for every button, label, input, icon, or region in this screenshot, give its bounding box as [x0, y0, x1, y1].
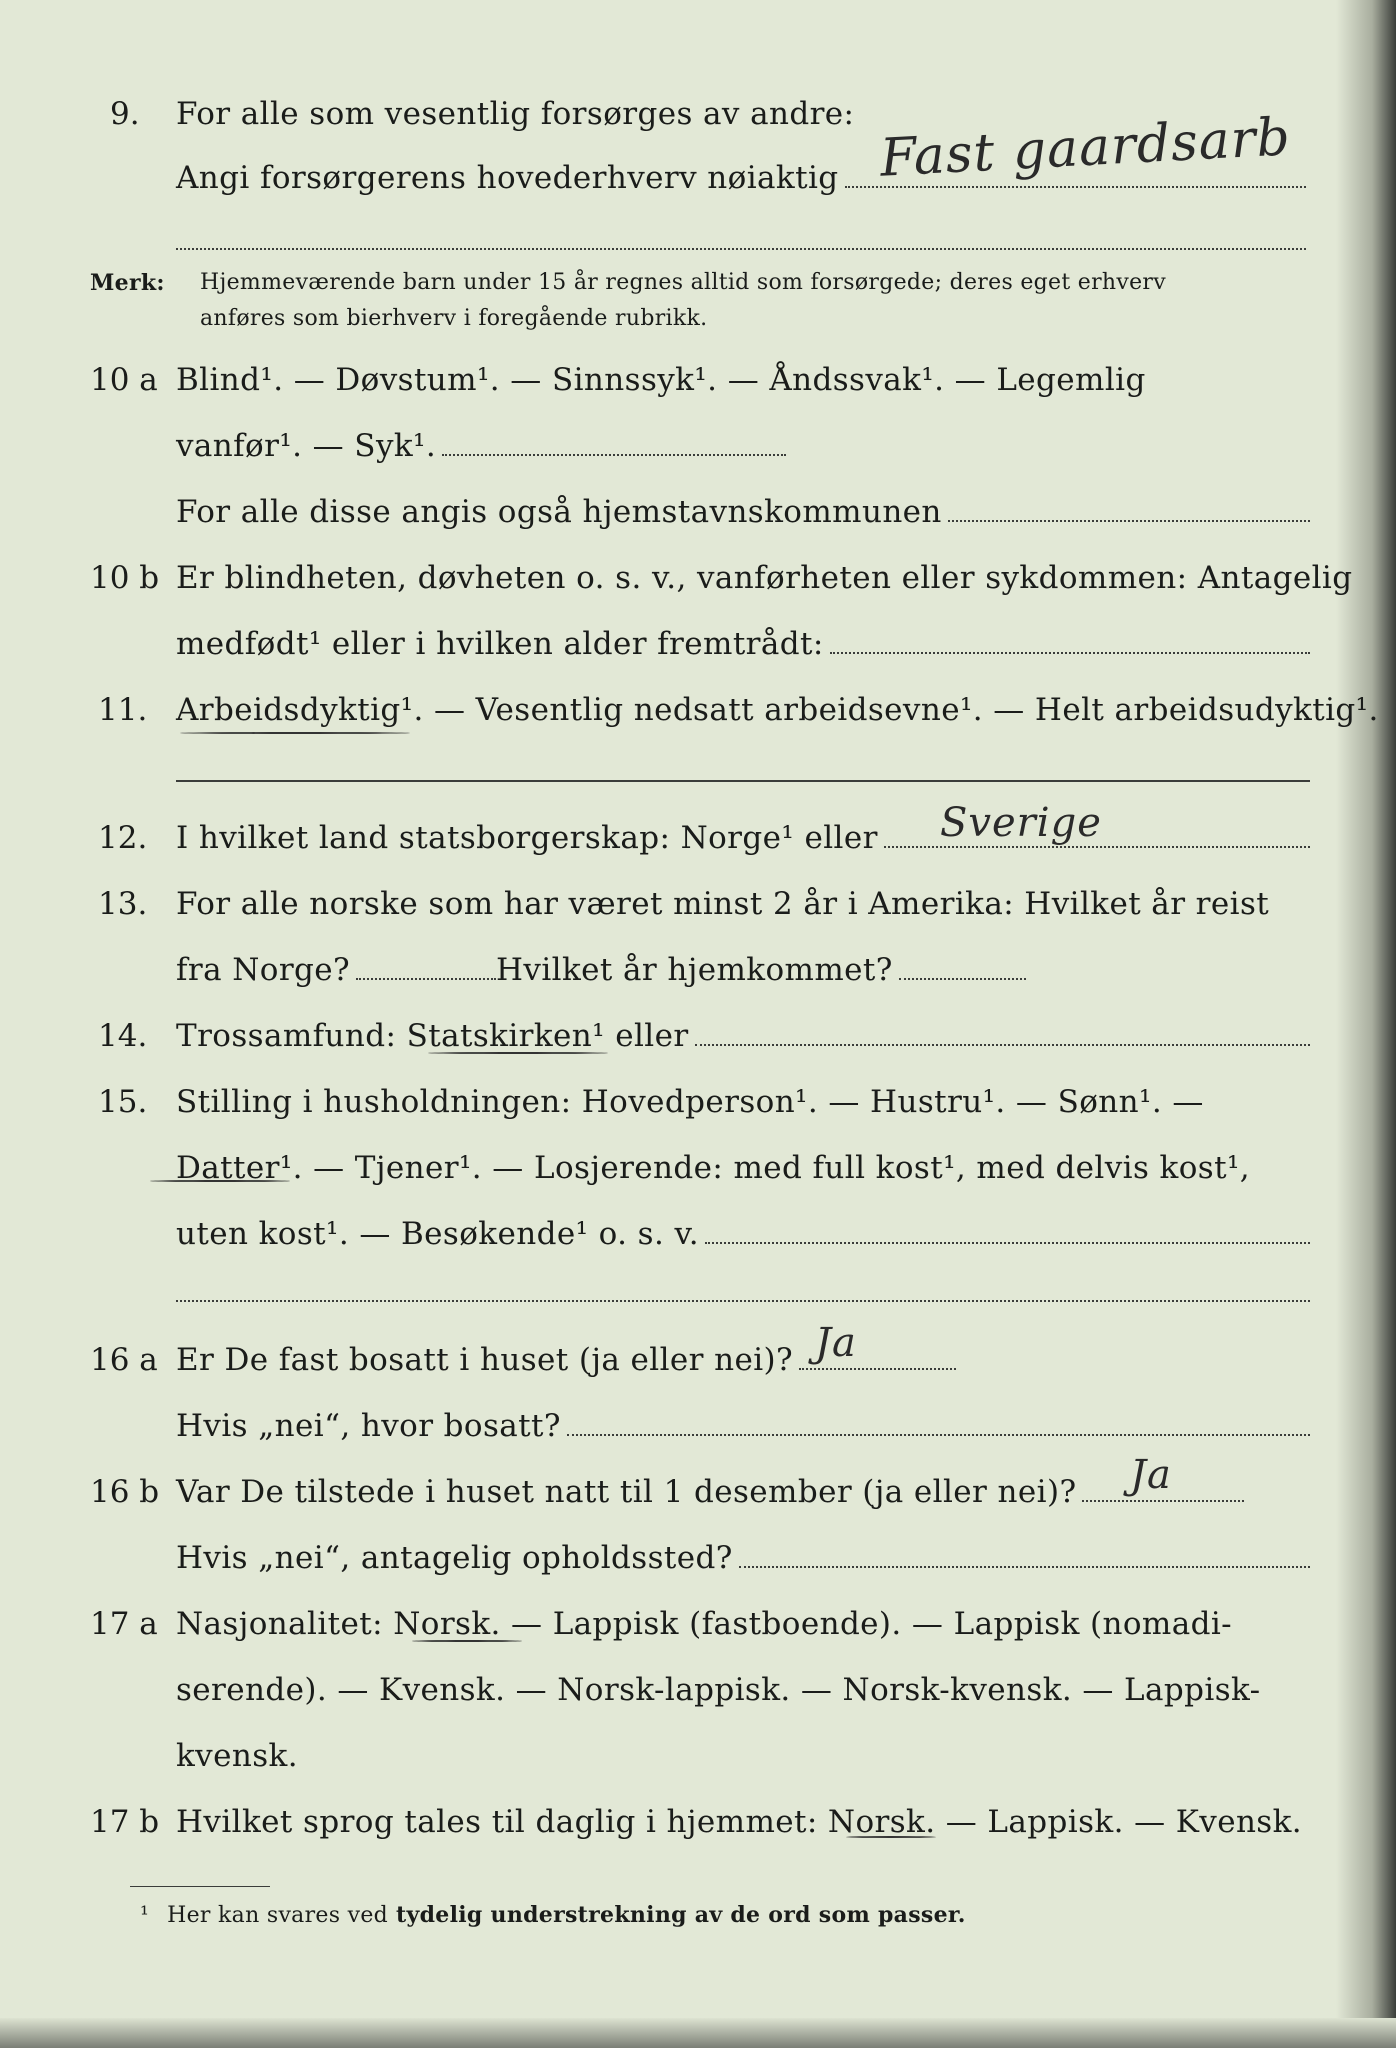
- q9-number: 9.: [110, 96, 140, 132]
- q13-line2b: Hvilket år hjemkommet?: [496, 952, 893, 988]
- q12-answer-line: [884, 846, 1310, 848]
- q16a-answer-line: [799, 1368, 956, 1370]
- footnote-mark: ¹: [140, 1903, 150, 1928]
- q10a-line2: vanfør¹. — Syk¹.: [176, 428, 437, 464]
- q17a-number: 17 a: [90, 1606, 158, 1642]
- footnote: [140, 1902, 966, 1928]
- q16a-line1: Er De fast bosatt i huset (ja eller nei)?: [176, 1342, 794, 1378]
- q16a-line2: Hvis „nei“, hvor bosatt?: [176, 1408, 561, 1444]
- q16b-line1: Var De tilstede i huset natt til 1 desember (ja eller nei)?: [176, 1474, 1077, 1510]
- q15-line2: Datter¹. — Tjener¹. — Losjerende: med full kost¹, med delvis kost¹,: [176, 1150, 1251, 1186]
- q17b-line1: Hvilket sprog tales til daglig i hjemmet: Norsk. — Lappisk. — Kvensk.: [176, 1804, 1303, 1840]
- page-bottom-edge: [0, 2018, 1396, 2048]
- q17a-line1: Nasjonalitet: Norsk. — Lappisk (fastboende). — Lappisk (nomadi-: [176, 1606, 1233, 1642]
- q15-line1: Stilling i husholdningen: Hovedperson¹. — Hustru¹. — Sønn¹. —: [176, 1084, 1204, 1120]
- footnote-rule: [130, 1886, 270, 1887]
- merk-label: Merk:: [90, 270, 165, 296]
- q14-answer-line: [695, 1044, 1310, 1046]
- page-edge-shadow: [1336, 0, 1396, 2048]
- q10a-line3-row: [176, 494, 1310, 530]
- q15-number: 15.: [98, 1084, 148, 1120]
- q15-extra-line: [176, 1300, 1310, 1302]
- q13-line2a: fra Norge?: [176, 952, 351, 988]
- q15-line3: uten kost¹. — Besøkende¹ o. s. v.: [176, 1216, 699, 1252]
- footnote-text: Her kan svares ved: [167, 1903, 389, 1928]
- merk-line2: anføres som bierhverv i foregående rubrikk.: [200, 306, 708, 331]
- q10a-number: 10 a: [90, 362, 158, 398]
- q13-line1: For alle norske som har været minst 2 år i Amerika: Hvilket år reist: [176, 886, 1270, 922]
- q9-line2: Angi forsørgerens hovederhverv nøiaktig: [176, 160, 839, 196]
- q14-underline-mark: [428, 1052, 608, 1054]
- q16b-line1-row: [176, 1474, 1244, 1510]
- q16b-opholdssted-line: [739, 1566, 1310, 1568]
- q10a-line2-row: [176, 428, 786, 464]
- q9-handwritten-answer: Fast gaardsarb: [878, 107, 1293, 189]
- q16a-bosatt-line: [567, 1434, 1310, 1436]
- q12-line1: I hvilket land statsborgerskap: Norge¹ eller: [176, 820, 878, 856]
- q17a-line2: serende). — Kvensk. — Norsk-lappisk. — Norsk-kvensk. — Lappisk-: [176, 1672, 1261, 1708]
- q14-line1-row: [176, 1018, 1310, 1054]
- q16b-handwritten-answer: Ja: [1130, 1452, 1172, 1498]
- q17b-number: 17 b: [90, 1804, 160, 1840]
- q10b-line2: medfødt¹ eller i hvilken alder fremtrådt:: [176, 626, 824, 662]
- q17a-underline-mark: [412, 1640, 522, 1642]
- q16b-number: 16 b: [90, 1474, 160, 1510]
- q15-underline-mark: [150, 1180, 290, 1182]
- q12-number: 12.: [98, 820, 148, 856]
- q13-hjemkommet-line: [899, 978, 1026, 980]
- q10a-syk-line: [442, 454, 786, 456]
- q10a-line3: For alle disse angis også hjemstavnskommunen: [176, 494, 942, 530]
- q11-answer-line: [176, 780, 1310, 782]
- q17a-line3: kvensk.: [176, 1738, 298, 1774]
- q16b-line2: Hvis „nei“, antagelig opholdssted?: [176, 1540, 733, 1576]
- q12-line1-row: [176, 820, 1310, 856]
- q11-underline-mark: [180, 732, 410, 734]
- q10b-alder-line: [830, 652, 1310, 654]
- q12-handwritten-answer: Sverige: [940, 800, 1102, 846]
- q10a-kommune-line: [948, 520, 1310, 522]
- q16b-line2-row: [176, 1540, 1310, 1576]
- q14-line1: Trossamfund: Statskirken¹ eller: [176, 1018, 689, 1054]
- q13-reist-line: [356, 978, 496, 980]
- footnote-text-bold: tydelig understrekning av de ord som passer.: [396, 1902, 966, 1928]
- q11-line1: Arbeidsdyktig¹. — Vesentlig nedsatt arbeidsevne¹. — Helt arbeidsudyktig¹.: [176, 692, 1379, 728]
- q13-line2a-row: [176, 952, 496, 988]
- q10b-line2-row: [176, 626, 1310, 662]
- q16a-line2-row: [176, 1408, 1310, 1444]
- q14-number: 14.: [98, 1018, 148, 1054]
- q16a-number: 16 a: [90, 1342, 158, 1378]
- q16b-answer-line: [1082, 1500, 1244, 1502]
- q13-line2b-row: [496, 952, 1026, 988]
- q10b-line1: Er blindheten, døvheten o. s. v., vanførheten eller sykdommen: Antagelig: [176, 560, 1353, 596]
- q9-line1: For alle som vesentlig forsørges av andre:: [176, 96, 855, 132]
- q13-number: 13.: [98, 886, 148, 922]
- q10a-line1: Blind¹. — Døvstum¹. — Sinnssyk¹. — Åndssvak¹. — Legemlig: [176, 362, 1146, 398]
- q15-answer-line: [705, 1242, 1310, 1244]
- q17b-underline-mark: [846, 1836, 936, 1838]
- q9-extra-line: [176, 248, 1306, 250]
- q11-number: 11.: [98, 692, 148, 728]
- q15-line3-row: [176, 1216, 1310, 1252]
- q16a-handwritten-answer: Ja: [815, 1320, 857, 1366]
- q10b-number: 10 b: [90, 560, 160, 596]
- merk-line1: Hjemmeværende barn under 15 år regnes alltid som forsørgede; deres eget erhverv: [200, 270, 1166, 295]
